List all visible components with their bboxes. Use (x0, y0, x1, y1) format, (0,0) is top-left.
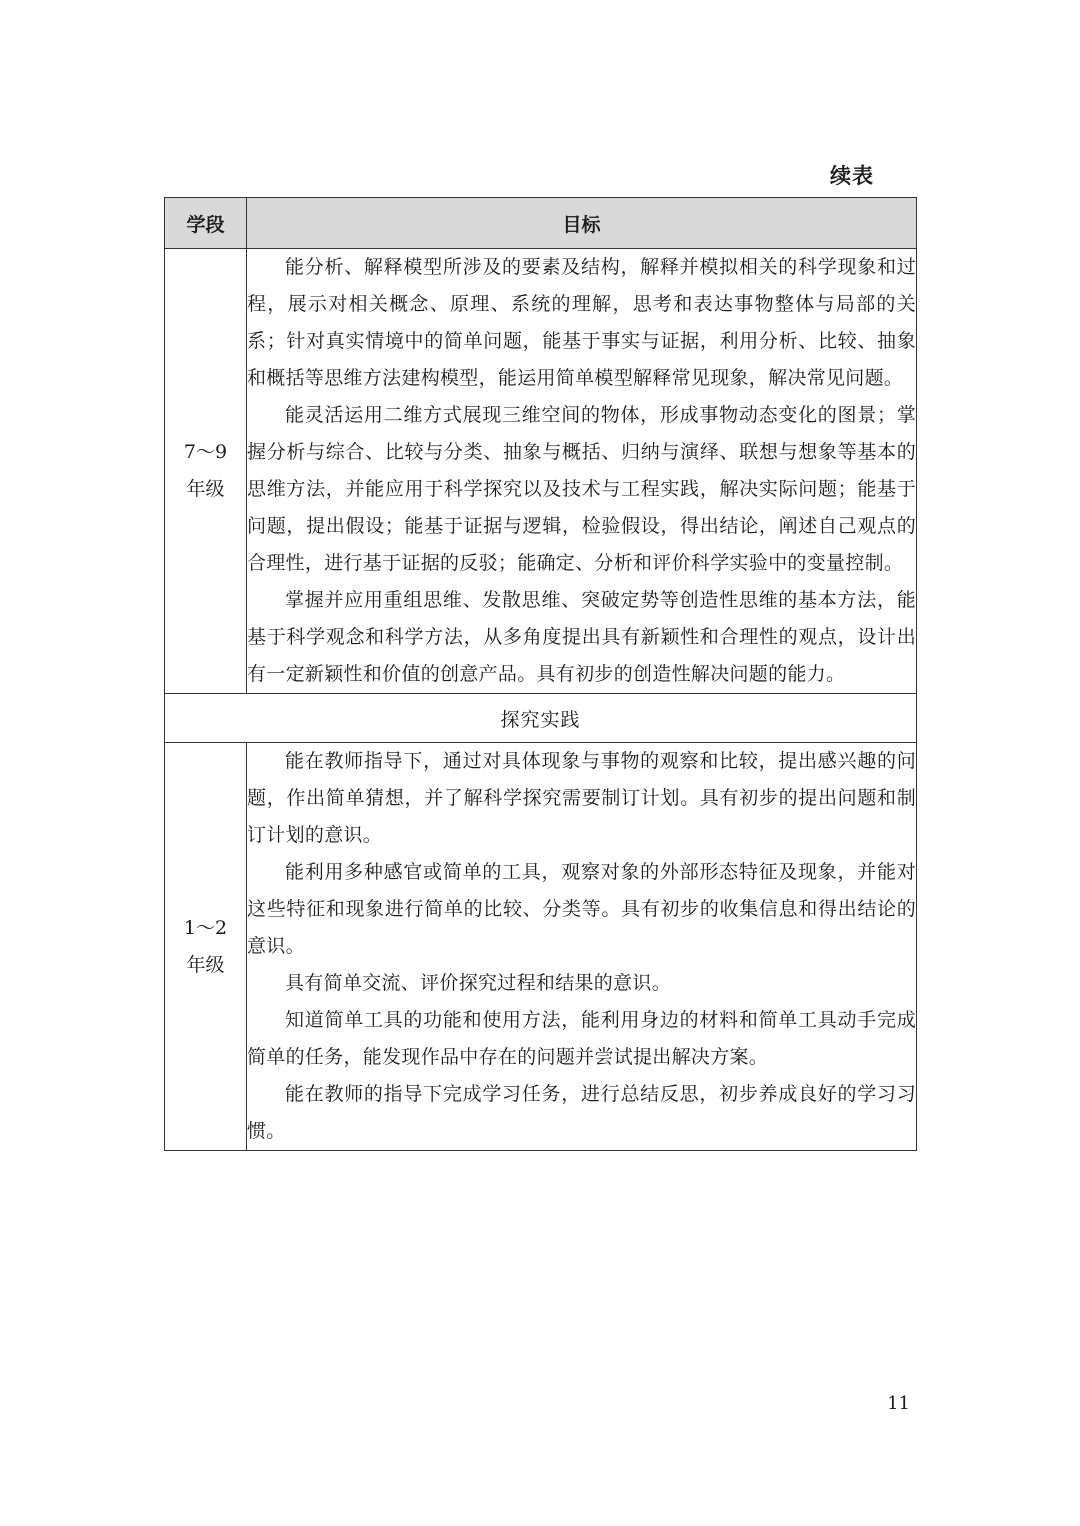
goal-paragraph: 能在教师指导下，通过对具体现象与事物的观察和比较，提出感兴趣的问题，作出简单猜想，并了解科学探究需要制订计划。具有初步的提出问题和制订计划的意识。 (247, 750, 916, 846)
table-row-grade-1-2 (165, 743, 917, 1151)
goal-paragraph: 掌握并应用重组思维、发散思维、突破定势等创造性思维的基本方法，能基于科学观念和科学方法，从多角度提出具有新颖性和合理性的观点，设计出有一定新颖性和价值的创意产品。具有初步的创造性解决问题的能力。 (247, 589, 916, 685)
stage-range: 7～9 (183, 441, 228, 463)
goal-paragraph: 能在教师的指导下完成学习任务，进行总结反思，初步养成良好的学习习惯。 (247, 1083, 916, 1142)
table-header-row (165, 198, 917, 249)
goal-cell-grade-7-9 (247, 249, 917, 694)
goal-paragraph: 能灵活运用二维方式展现三维空间的物体，形成事物动态变化的图景；掌握分析与综合、比较与分类、抽象与概括、归纳与演绎、联想与想象等基本的思维方法，并能应用于科学探究以及技术与工程实践，解决实际问题；能基于问题，提出假设；能基于证据与逻辑，检验假设，得出结论，阐述自己观点的合理性，进行基于证据的反驳；能确定、分析和评价科学实验中的变量控制。 (247, 404, 916, 574)
page-number: 11 (887, 1393, 910, 1414)
column-header-stage: 学段 (165, 198, 247, 249)
continued-table-label: 续表 (830, 164, 874, 188)
column-header-goal: 目标 (247, 198, 917, 249)
goal-cell-grade-1-2 (247, 743, 917, 1151)
goal-paragraph: 知道简单工具的功能和使用方法，能利用身边的材料和简单工具动手完成简单的任务，能发现作品中存在的问题并尝试提出解决方案。 (247, 1009, 916, 1068)
stage-cell-grade-1-2 (165, 743, 247, 1151)
section-row (165, 694, 917, 743)
goal-paragraph: 能利用多种感官或简单的工具，观察对象的外部形态特征及现象，并能对这些特征和现象进行简单的比较、分类等。具有初步的收集信息和得出结论的意识。 (247, 861, 916, 957)
table-row-grade-7-9 (165, 249, 917, 694)
stage-unit: 年级 (186, 953, 225, 976)
stage-unit: 年级 (186, 478, 225, 500)
stage-cell-grade-7-9 (165, 249, 247, 694)
stage-range: 1～2 (183, 916, 228, 939)
goal-paragraph: 具有简单交流、评价探究过程和结果的意识。 (285, 972, 672, 994)
goal-paragraph: 能分析、解释模型所涉及的要素及结构，解释并模拟相关的科学现象和过程，展示对相关概念、原理、系统的理解，思考和表达事物整体与局部的关系；针对真实情境中的简单问题，能基于事实与证据，利用分析、比较、抽象和概括等思维方法建构模型，能运用简单模型解释常见现象，解决常见问题。 (247, 256, 916, 389)
curriculum-goals-table (164, 197, 917, 1151)
section-title-inquiry-practice: 探究实践 (165, 694, 917, 743)
